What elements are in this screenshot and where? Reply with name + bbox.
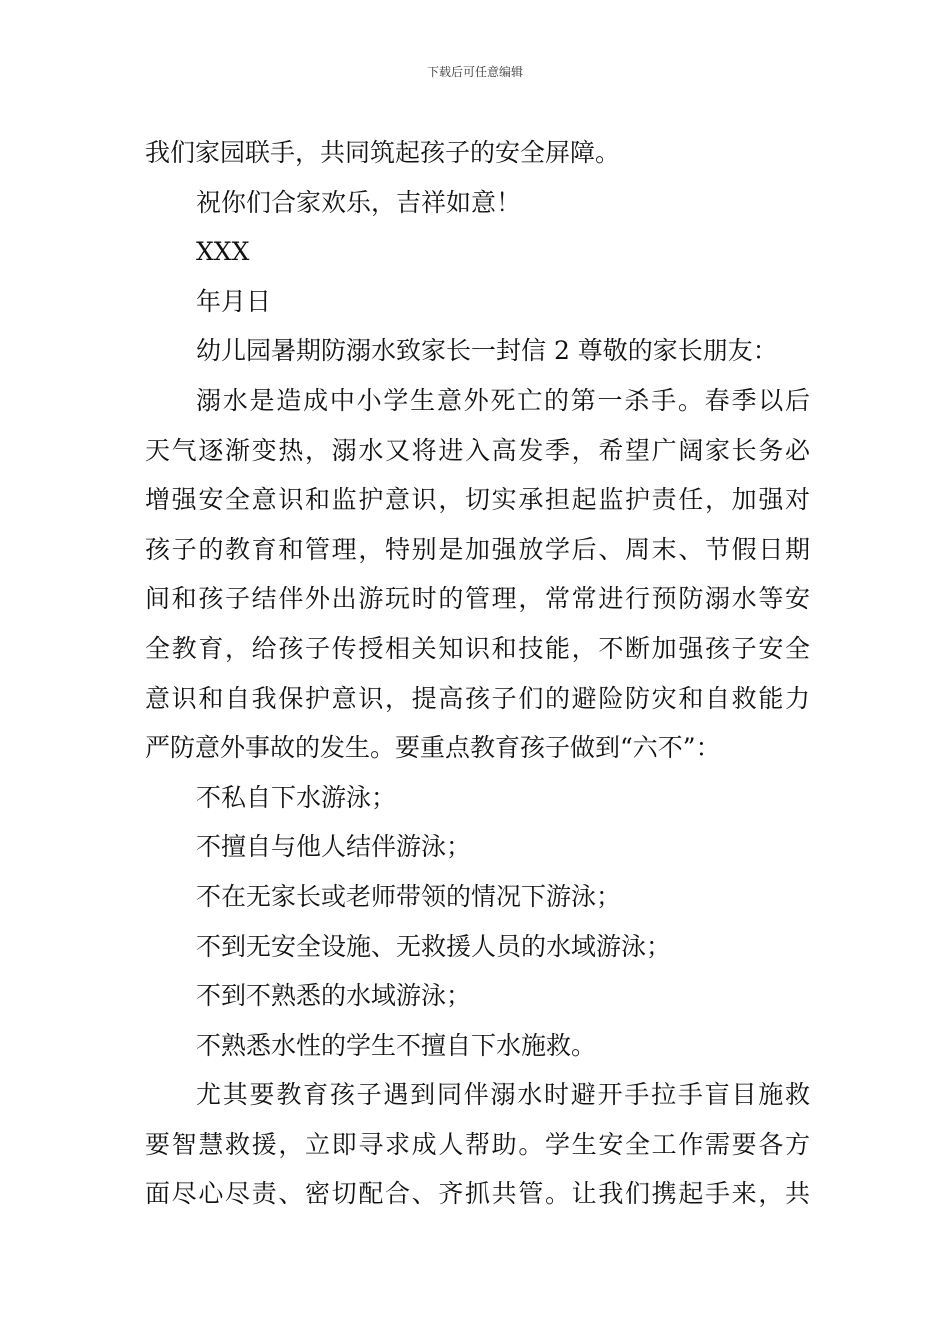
- text-line: 祝你们合家欢乐，吉祥如意！: [196, 187, 522, 217]
- text-line: 孩子的教育和管理，特别是加强放学后、周末、节假日期: [145, 534, 810, 564]
- text-line: 不到无安全设施、无救援人员的水域游泳；: [196, 931, 672, 961]
- text-line: 面尽心尽责、密切配合、齐抓共管。让我们携起手来，共: [145, 1179, 810, 1209]
- text-line: 我们家园联手，共同筑起孩子的安全屏障。: [145, 138, 621, 167]
- text-line: 不熟悉水性的学生不擅自下水施救。: [196, 1030, 597, 1060]
- text-line: 意识和自我保护意识，提高孩子们的避险防灾和自救能力: [145, 683, 810, 713]
- text-line: 全教育，给孩子传授相关知识和技能，不断加强孩子安全: [145, 633, 810, 663]
- text-line: 要智慧救援，立即寻求成人帮助。学生安全工作需要各方: [145, 1129, 810, 1159]
- text-line: 不到不熟悉的水域游泳；: [196, 981, 472, 1011]
- text-line: 增强安全意识和监护意识，切实承担起监护责任，加强对: [145, 485, 810, 515]
- text-line: 天气逐渐变热，溺水又将进入高发季，希望广阔家长务必: [145, 435, 810, 465]
- text-line: 幼儿园暑期防溺水致家长一封信 2 尊敬的家长朋友：: [196, 336, 778, 366]
- text-line: 不在无家长或老师带领的情况下游泳；: [196, 881, 622, 911]
- text-line: 严防意外事故的发生。要重点教育孩子做到“六不”：: [145, 733, 721, 763]
- page-header-note: 下载后可任意编辑: [426, 65, 523, 79]
- text-line: 尤其要教育孩子遇到同伴溺水时避开手拉手盲目施救: [196, 1080, 810, 1110]
- text-line: 溺水是造成中小学生意外死亡的第一杀手。春季以后: [196, 385, 810, 415]
- text-line: 间和孩子结伴外出游玩时的管理，常常进行预防溺水等安: [145, 584, 810, 614]
- text-line: 不擅自与他人结伴游泳；: [196, 832, 472, 862]
- text-line: 不私自下水游泳；: [196, 782, 397, 812]
- document-body: [145, 128, 810, 1219]
- text-line: XXX: [196, 237, 250, 267]
- text-line: 年月日: [196, 286, 272, 316]
